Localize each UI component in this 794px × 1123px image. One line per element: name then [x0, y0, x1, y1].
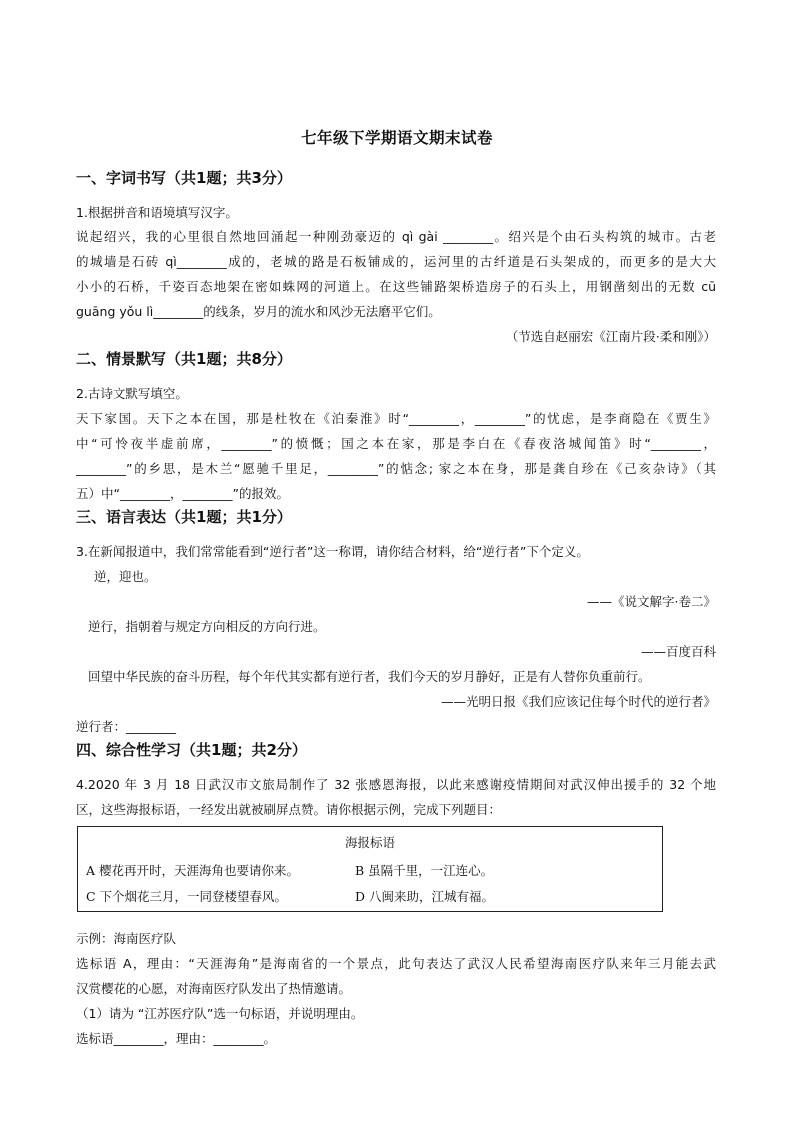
q3-material-1: 逆，迎也。: [94, 569, 157, 584]
q4-sub1-answer: 选标语________，理由：________。: [76, 1031, 277, 1046]
poster-heading: 海报标语: [344, 835, 395, 850]
q4-sub1-prompt: （1）请为 “江苏医疗队”选一句标语，并说明理由。: [76, 1006, 364, 1021]
q3-answer-line: 逆行者：________: [76, 719, 177, 734]
poster-slogan-c: C 下个烟花三月，一同登楼望春风。: [86, 889, 288, 904]
poster-slogan-box: [77, 826, 663, 912]
section-heading-4: 四、综合性学习（共1题；共2分）: [76, 741, 307, 759]
q3-prompt: 3.在新闻报道中，我们常常能看到“逆行者”这一称谓，请你结合材料，给“逆行者”下个定义。: [76, 544, 589, 559]
q2-line: 天下家国。天下之本在国，那是杜牧在《泊秦淮》时“________，________”的忧虑，是李商隐在《贾生》: [76, 411, 716, 426]
section-heading-3: 三、语言表达（共1题；共1分）: [76, 508, 292, 526]
q4-line: 区，这些海报标语，一经发出就被刷屏点赞。请你根据示例，完成下列题目：: [76, 802, 502, 817]
q2-prompt: 2.古诗文默写填空。: [76, 386, 188, 401]
q3-material-1-source: ——《说文解字·卷二》: [587, 594, 716, 609]
q3-material-2-source: ——百度百科: [640, 644, 716, 659]
q3-material-2: 逆行，指朝着与规定方向相反的方向行进。: [88, 619, 326, 634]
section-heading-1: 一、字词书写（共1题；共3分）: [76, 169, 292, 187]
q4-example-line: 汉赏樱花的心愿，对海南医疗队发出了热情邀请。: [76, 981, 352, 996]
section-heading-2: 二、情景默写（共1题；共8分）: [76, 350, 292, 368]
page-title: 七年级下学期语文期末试卷: [300, 129, 493, 147]
poster-slogan-a: A 樱花再开时，天涯海角也要请你来。: [86, 863, 300, 878]
poster-slogan-d: D 八闽来助，江城有福。: [355, 889, 494, 904]
q1-line: 小小的石桥，千姿百态地架在密如蛛网的河道上。在这些铺路架桥造房子的石头上，用钢凿刻出的无数 cū: [76, 279, 716, 294]
q1-line: guāng yǒu lì________的线条，岁月的流水和风沙无法磨平它们。: [76, 304, 441, 319]
q4-line: 4.2020 年 3 月 18 日武汉市文旅局制作了 32 张感恩海报，以此来感谢疫情期间对武汉伸出援手的 32 个地: [76, 777, 716, 792]
q3-material-3: 回望中华民族的奋斗历程，每个年代其实都有逆行者，我们今天的岁月静好，正是有人替你负重前行。: [88, 669, 651, 684]
q2-line: 五）中“________，________”的报效。: [76, 486, 289, 501]
q2-line: ________”的乡思，是木兰“愿驰千里足，________”的惦念; 家之本在身，那是龚自珍在《己亥杂诗》（其: [76, 461, 716, 476]
q1-prompt: 1.根据拼音和语境填写汉字。: [76, 205, 238, 220]
q3-material-3-source: ——光明日报《我们应该记住每个时代的逆行者》: [440, 694, 716, 709]
q2-line: 中“可怜夜半虚前席，________”的愤慨；国之本在家，那是李白在《春夜洛城闻笛》时“________，: [76, 436, 716, 451]
q4-example-label: 示例：海南医疗队: [76, 931, 177, 946]
q4-example-line: 选标语 A，理由：“天涯海角”是海南省的一个景点，此句表达了武汉人民希望海南医疗队来年三月能去武: [76, 956, 716, 971]
poster-slogan-b: B 虽隔千里，一江连心。: [355, 863, 494, 878]
q1-line: 说起绍兴，我的心里很自然地回涌起一种刚劲豪迈的 qì gài ________。绍兴是个由石头构筑的城市。古老: [76, 229, 716, 244]
q1-source: （节选自赵丽宏《江南片段·柔和刚》）: [505, 329, 716, 344]
q1-line: 的城墙是石砖 qì________成的，老城的路是石板铺成的，运河里的古纤道是石头架成的，而更多的是大大: [76, 254, 716, 269]
